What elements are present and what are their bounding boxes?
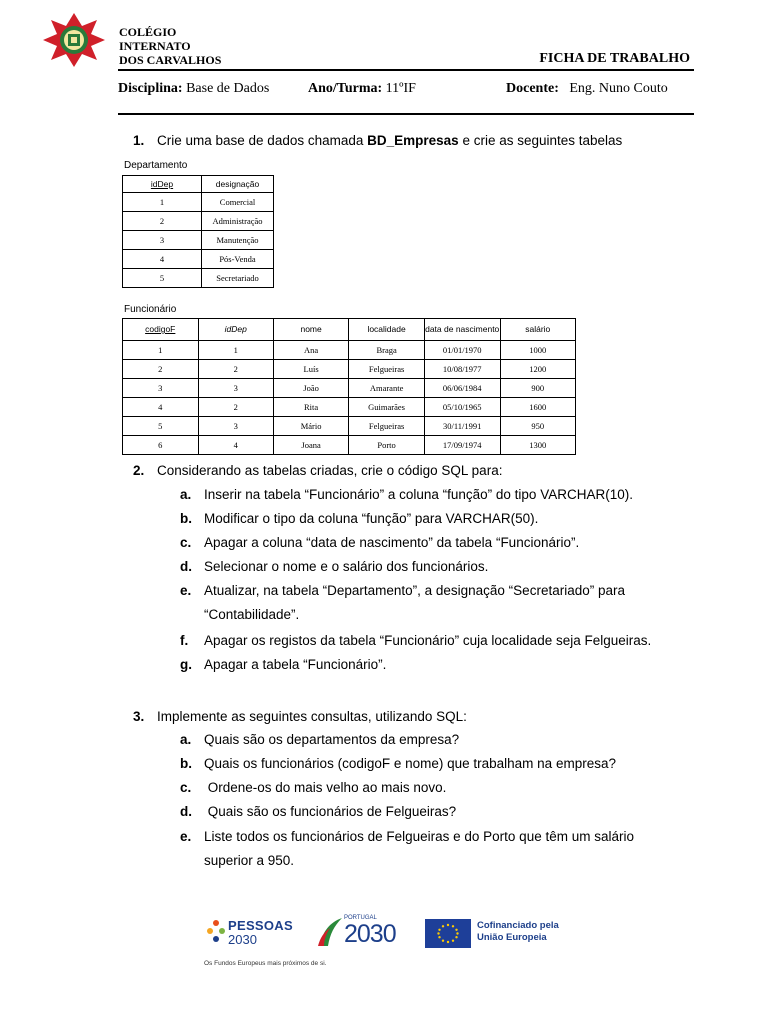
docente-label: Docente: xyxy=(506,81,559,96)
turma-field xyxy=(308,81,416,97)
departamento-cell-iddep: 4 xyxy=(123,250,202,269)
q2-item-letter: a. xyxy=(180,487,192,502)
question-3 xyxy=(133,709,467,724)
q3-item-a xyxy=(180,732,459,747)
q3-item-b xyxy=(180,756,616,771)
disciplina-label: Disciplina: xyxy=(118,81,183,96)
q3-item-d xyxy=(180,804,456,819)
q3-item-letter: c. xyxy=(180,780,192,795)
q2-item-letter: d. xyxy=(180,559,192,574)
departamento-row xyxy=(123,193,274,212)
q3-item-text: Quais os funcionários (codigoF e nome) que trabalham na empresa? xyxy=(204,756,616,771)
school-name-line1: COLÉGIO xyxy=(119,25,177,39)
portugal-2030-icon xyxy=(316,914,344,948)
school-name-line2: INTERNATO xyxy=(119,39,191,53)
funcionario-cell-nome: Mário xyxy=(273,417,348,436)
q2-item-letter: b. xyxy=(180,511,192,526)
funcionario-cell-localidade: Amarante xyxy=(349,379,425,398)
school-name-line3: DOS CARVALHOS xyxy=(119,53,222,67)
q2-item-a xyxy=(180,487,633,502)
q2-item-text: Apagar a coluna “data de nascimento” da tabela “Funcionário”. xyxy=(204,535,580,550)
funcionario-cell-codigof: 3 xyxy=(123,379,199,398)
q2-item-continuation: “Contabilidade”. xyxy=(204,607,300,622)
funcionario-caption: Funcionário xyxy=(124,304,177,315)
departamento-cell-designacao: Manutenção xyxy=(202,231,274,250)
funcionario-cell-codigof: 4 xyxy=(123,398,199,417)
q3-item-continuation: superior a 950. xyxy=(204,853,295,868)
q3-item-c xyxy=(180,780,446,795)
departamento-cell-designacao: Comercial xyxy=(202,193,274,212)
q2-item-f xyxy=(180,633,651,648)
funcionario-cell-salario: 1300 xyxy=(500,436,575,455)
funcionario-cell-localidade: Porto xyxy=(349,436,425,455)
question-1-text-before: Crie uma base de dados chamada xyxy=(157,133,368,148)
q3-item-text: Liste todos os funcionários de Felgueiras e do Porto que têm um salário xyxy=(204,829,634,844)
q3-item-letter: a. xyxy=(180,732,192,747)
q2-item-text: Apagar os registos da tabela “Funcionário” cuja localidade seja Felgueiras. xyxy=(204,633,652,648)
funcionario-row xyxy=(123,398,576,417)
header-rule-bottom xyxy=(118,113,694,115)
q3-item-text: Quais são os departamentos da empresa? xyxy=(204,732,460,747)
eu-text-line2: União Europeia xyxy=(477,932,547,943)
departamento-header-iddep: idDep xyxy=(123,176,202,193)
q2-item-letter: c. xyxy=(180,535,192,550)
school-crest-logo xyxy=(42,12,106,68)
document-title: FICHA DE TRABALHO xyxy=(539,51,690,66)
question-1 xyxy=(133,133,622,148)
funcionario-cell-data-nascimento: 17/09/1974 xyxy=(424,436,500,455)
q2-item-b xyxy=(180,511,538,526)
funcionario-cell-salario: 1200 xyxy=(500,360,575,379)
q2-item-letter: f. xyxy=(180,633,189,648)
question-3-text: Implemente as seguintes consultas, utilizando SQL: xyxy=(157,709,467,724)
funcionario-cell-data-nascimento: 06/06/1984 xyxy=(424,379,500,398)
header-rule-top xyxy=(118,69,694,71)
disciplina-field xyxy=(118,81,269,97)
funcionario-header-data-nascimento: data de nascimento xyxy=(424,319,500,341)
departamento-table xyxy=(122,175,274,288)
q3-item-text: Quais são os funcionários de Felgueiras? xyxy=(204,804,457,819)
funcionario-cell-localidade: Guimarães xyxy=(349,398,425,417)
funcionario-cell-iddep: 2 xyxy=(198,360,273,379)
funcionario-cell-nome: João xyxy=(273,379,348,398)
departamento-row xyxy=(123,212,274,231)
q2-item-g xyxy=(180,657,386,672)
funcionario-cell-localidade: Felgueiras xyxy=(349,417,425,436)
funcionario-cell-iddep: 3 xyxy=(198,379,273,398)
funcionario-cell-iddep: 2 xyxy=(198,398,273,417)
funcionario-cell-data-nascimento: 01/01/1970 xyxy=(424,341,500,360)
q3-item-letter: d. xyxy=(180,804,192,819)
funcionario-cell-data-nascimento: 10/08/1977 xyxy=(424,360,500,379)
funcionario-header-nome: nome xyxy=(273,319,348,341)
funcionario-cell-codigof: 1 xyxy=(123,341,199,360)
pessoas-title: PESSOAS xyxy=(228,918,293,933)
funcionario-table xyxy=(122,318,576,455)
q2-item-text: Apagar a tabela “Funcionário”. xyxy=(204,657,387,672)
funcionario-row xyxy=(123,417,576,436)
question-2-text: Considerando as tabelas criadas, crie o código SQL para: xyxy=(157,463,503,478)
portugal-year: 2030 xyxy=(344,920,396,948)
question-1-db-name: BD_Empresas xyxy=(367,133,459,148)
q3-item-e xyxy=(180,829,634,844)
funding-tagline: Os Fundos Europeus mais próximos de si. xyxy=(204,960,327,967)
q2-item-text: Atualizar, na tabela “Departamento”, a designação “Secretariado” para xyxy=(204,583,625,598)
q2-item-c xyxy=(180,535,579,550)
docente-field xyxy=(506,81,668,97)
funcionario-cell-nome: Ana xyxy=(273,341,348,360)
funcionario-cell-nome: Luís xyxy=(273,360,348,379)
q2-item-text: Inserir na tabela “Funcionário” a coluna “função” do tipo VARCHAR(10). xyxy=(204,487,633,502)
funcionario-cell-salario: 1600 xyxy=(500,398,575,417)
funcionario-row xyxy=(123,360,576,379)
q2-item-letter: g. xyxy=(180,657,192,672)
q2-item-letter: e. xyxy=(180,583,192,598)
turma-value: 11ºIF xyxy=(385,81,416,96)
departamento-header-designacao: designação xyxy=(202,176,274,193)
portugal-label: PORTUGAL xyxy=(344,915,377,921)
funcionario-row xyxy=(123,436,576,455)
funcionario-cell-iddep: 1 xyxy=(198,341,273,360)
funcionario-header-salario: salário xyxy=(500,319,575,341)
pessoas-year: 2030 xyxy=(228,932,257,947)
eu-cofinancing-text xyxy=(477,920,559,944)
funcionario-cell-nome: Joana xyxy=(273,436,348,455)
funcionario-cell-localidade: Braga xyxy=(349,341,425,360)
turma-label: Ano/Turma: xyxy=(308,81,383,96)
q3-item-letter: e. xyxy=(180,829,192,844)
departamento-row xyxy=(123,231,274,250)
q2-item-e xyxy=(180,583,625,598)
question-2-number: 2. xyxy=(133,463,145,478)
departamento-cell-designacao: Administração xyxy=(202,212,274,231)
q3-item-text: Ordene-os do mais velho ao mais novo. xyxy=(204,780,447,795)
departamento-row xyxy=(123,269,274,288)
school-name xyxy=(119,25,221,67)
departamento-row xyxy=(123,250,274,269)
funcionario-header-iddep: idDep xyxy=(198,319,273,341)
q3-item-letter: b. xyxy=(180,756,192,771)
departamento-cell-iddep: 1 xyxy=(123,193,202,212)
funcionario-row xyxy=(123,341,576,360)
funcionario-cell-salario: 900 xyxy=(500,379,575,398)
departamento-cell-iddep: 3 xyxy=(123,231,202,250)
departamento-cell-iddep: 2 xyxy=(123,212,202,231)
pessoas-2030-icon xyxy=(206,918,226,946)
funcionario-header-localidade: localidade xyxy=(349,319,425,341)
q2-item-text: Selecionar o nome e o salário dos funcionários. xyxy=(204,559,489,574)
funcionario-cell-data-nascimento: 30/11/1991 xyxy=(424,417,500,436)
question-2 xyxy=(133,463,502,478)
funding-logos xyxy=(196,904,584,979)
q2-item-text: Modificar o tipo da coluna “função” para VARCHAR(50). xyxy=(204,511,539,526)
funcionario-cell-data-nascimento: 05/10/1965 xyxy=(424,398,500,417)
question-1-number: 1. xyxy=(133,133,145,148)
eu-text-line1: Cofinanciado pela xyxy=(477,920,559,931)
funcionario-cell-codigof: 5 xyxy=(123,417,199,436)
disciplina-value: Base de Dados xyxy=(186,81,270,96)
departamento-cell-designacao: Secretariado xyxy=(202,269,274,288)
funcionario-cell-codigof: 2 xyxy=(123,360,199,379)
funcionario-cell-nome: Rita xyxy=(273,398,348,417)
funcionario-cell-localidade: Felgueiras xyxy=(349,360,425,379)
funcionario-row xyxy=(123,379,576,398)
funcionario-cell-iddep: 3 xyxy=(198,417,273,436)
funcionario-cell-salario: 1000 xyxy=(500,341,575,360)
departamento-cell-iddep: 5 xyxy=(123,269,202,288)
docente-value: Eng. Nuno Couto xyxy=(569,81,668,96)
departamento-caption: Departamento xyxy=(124,160,188,171)
q2-item-d xyxy=(180,559,488,574)
question-1-text-after: e crie as seguintes tabelas xyxy=(458,133,623,148)
funcionario-cell-codigof: 6 xyxy=(123,436,199,455)
departamento-cell-designacao: Pós-Venda xyxy=(202,250,274,269)
funcionario-header-codigof: codigoF xyxy=(123,319,199,341)
eu-flag-icon xyxy=(425,919,471,948)
question-3-number: 3. xyxy=(133,709,145,724)
funcionario-cell-salario: 950 xyxy=(500,417,575,436)
funcionario-cell-iddep: 4 xyxy=(198,436,273,455)
